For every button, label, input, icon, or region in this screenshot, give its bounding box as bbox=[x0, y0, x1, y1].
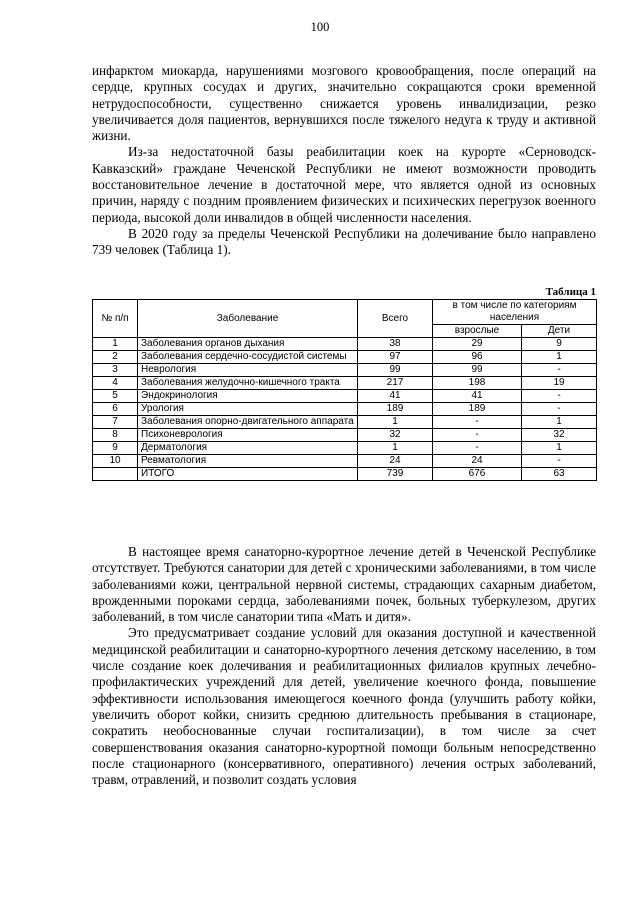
cell-num: 10 bbox=[93, 455, 138, 468]
header-num: № п/п bbox=[93, 300, 138, 338]
table-row bbox=[93, 338, 597, 351]
cell-children: 1 bbox=[522, 442, 597, 455]
cell-disease: Эндокринология bbox=[138, 390, 358, 403]
cell-disease: Неврология bbox=[138, 364, 358, 377]
cell-adults: 29 bbox=[433, 338, 522, 351]
paragraph-3: В 2020 году за пределы Чеченской Республики на долечивание было направлено 739 человек (Таблица 1). bbox=[92, 225, 596, 258]
cell-adults: 99 bbox=[433, 364, 522, 377]
cell-adults: 189 bbox=[433, 403, 522, 416]
header-categories: в том числе по категориям населения bbox=[433, 300, 597, 325]
cell-children: 32 bbox=[522, 429, 597, 442]
cell-disease: Заболевания желудочно-кишечного тракта bbox=[138, 377, 358, 390]
cell-disease: Психоневрология bbox=[138, 429, 358, 442]
cell-num: 8 bbox=[93, 429, 138, 442]
cell-children: 1 bbox=[522, 416, 597, 429]
cell-adults: - bbox=[433, 429, 522, 442]
cell-adults: - bbox=[433, 416, 522, 429]
cell-total: 1 bbox=[358, 416, 433, 429]
referrals-table bbox=[92, 299, 597, 481]
header-disease: Заболевание bbox=[138, 300, 358, 338]
cell-num bbox=[93, 468, 138, 481]
cell-total: 97 bbox=[358, 351, 433, 364]
table-row bbox=[93, 416, 597, 429]
table-row bbox=[93, 442, 597, 455]
cell-disease: Заболевания опорно-двигательного аппарата bbox=[138, 416, 358, 429]
cell-num: 5 bbox=[93, 390, 138, 403]
table-row bbox=[93, 455, 597, 468]
body-text bbox=[92, 544, 596, 788]
cell-num: 9 bbox=[93, 442, 138, 455]
paragraph-2: Из-за недостаточной базы реабилитации коек на курорте «Серноводск-Кавказский» граждане Чеченской Республики не имеют возможности проводить восстановительное лечение в достаточной мере, что является одной из основных причин, наряду с поздним проявлением физических и психических перегрузок военного периода, высокой доли инвалидов в общей численности населения. bbox=[92, 144, 596, 225]
table-block bbox=[92, 286, 596, 481]
cell-disease: Урология bbox=[138, 403, 358, 416]
cell-children: 9 bbox=[522, 338, 597, 351]
cell-total-label: ИТОГО bbox=[138, 468, 358, 481]
cell-children: - bbox=[522, 403, 597, 416]
header-children: Дети bbox=[522, 325, 597, 338]
cell-total: 41 bbox=[358, 390, 433, 403]
cell-adults: 198 bbox=[433, 377, 522, 390]
cell-num: 4 bbox=[93, 377, 138, 390]
paragraph-1: инфарктом миокарда, нарушениями мозгового кровообращения, после операций на сердце, крупных сосудах и других, значительно сокращаются сроки временной нетрудоспособности, существенно снижается уровень инвалидизации, резко увеличивается доля пациентов, вернувшихся после тяжелого недуга к труду и активной жизни. bbox=[92, 63, 596, 144]
cell-adults: - bbox=[433, 442, 522, 455]
cell-num: 6 bbox=[93, 403, 138, 416]
cell-disease: Ревматология bbox=[138, 455, 358, 468]
header-adults: взрослые bbox=[433, 325, 522, 338]
intro-text bbox=[92, 63, 596, 259]
cell-total: 32 bbox=[358, 429, 433, 442]
cell-adults: 96 bbox=[433, 351, 522, 364]
cell-children: 63 bbox=[522, 468, 597, 481]
cell-num: 7 bbox=[93, 416, 138, 429]
cell-total: 217 bbox=[358, 377, 433, 390]
page-number: 100 bbox=[310, 20, 330, 34]
paragraph-5: Это предусматривает создание условий для оказания доступной и качественной медицинской реабилитации и санаторно-курортного лечения детскому населению, в том числе создание коек долечивания и реабилитационных филиалов крупных лечебно-профилактических учреждений для детей, увеличение коечного фонда, повышение эффективности использования имеющегося коечного фонда (улучшить работу койки, увеличить оборот койки, снизить среднюю длительность пребывания в стационаре, сократить необоснованные случаи госпитализации), в том числе за счет совершенствования оказания санаторно-курортной помощи больным непосредственно после стационарного (консервативного, оперативного) лечения острых заболеваний, травм, отравлений, и позволит создать условия bbox=[92, 625, 596, 788]
cell-num: 1 bbox=[93, 338, 138, 351]
cell-children: - bbox=[522, 455, 597, 468]
table-row bbox=[93, 429, 597, 442]
cell-children: - bbox=[522, 364, 597, 377]
cell-total: 739 bbox=[358, 468, 433, 481]
cell-children: 1 bbox=[522, 351, 597, 364]
table-label: Таблица 1 bbox=[545, 286, 596, 298]
table-row bbox=[93, 377, 597, 390]
table-total-row bbox=[93, 468, 597, 481]
table-row bbox=[93, 403, 597, 416]
paragraph-4: В настоящее время санаторно-курортное лечение детей в Чеченской Республике отсутствует. Требуются санатории для детей с хроническими заболеваниями, в том числе заболеваниями кожи, центральной нервной системы, страдающих сахарным диабетом, врожденными пороками сердца, заболеваниями почек, больных туберкулезом, других заболеваний, в том числе санатории типа «Мать и дитя». bbox=[92, 544, 596, 625]
cell-total: 24 bbox=[358, 455, 433, 468]
cell-total: 189 bbox=[358, 403, 433, 416]
cell-children: - bbox=[522, 390, 597, 403]
cell-adults: 41 bbox=[433, 390, 522, 403]
header-total: Всего bbox=[358, 300, 433, 338]
cell-total: 1 bbox=[358, 442, 433, 455]
cell-disease: Дерматология bbox=[138, 442, 358, 455]
table-row bbox=[93, 364, 597, 377]
cell-children: 19 bbox=[522, 377, 597, 390]
cell-adults: 24 bbox=[433, 455, 522, 468]
cell-disease: Заболевания сердечно-сосудистой системы bbox=[138, 351, 358, 364]
table-row bbox=[93, 351, 597, 364]
cell-num: 2 bbox=[93, 351, 138, 364]
cell-adults: 676 bbox=[433, 468, 522, 481]
table-row bbox=[93, 390, 597, 403]
cell-num: 3 bbox=[93, 364, 138, 377]
cell-disease: Заболевания органов дыхания bbox=[138, 338, 358, 351]
cell-total: 38 bbox=[358, 338, 433, 351]
cell-total: 99 bbox=[358, 364, 433, 377]
